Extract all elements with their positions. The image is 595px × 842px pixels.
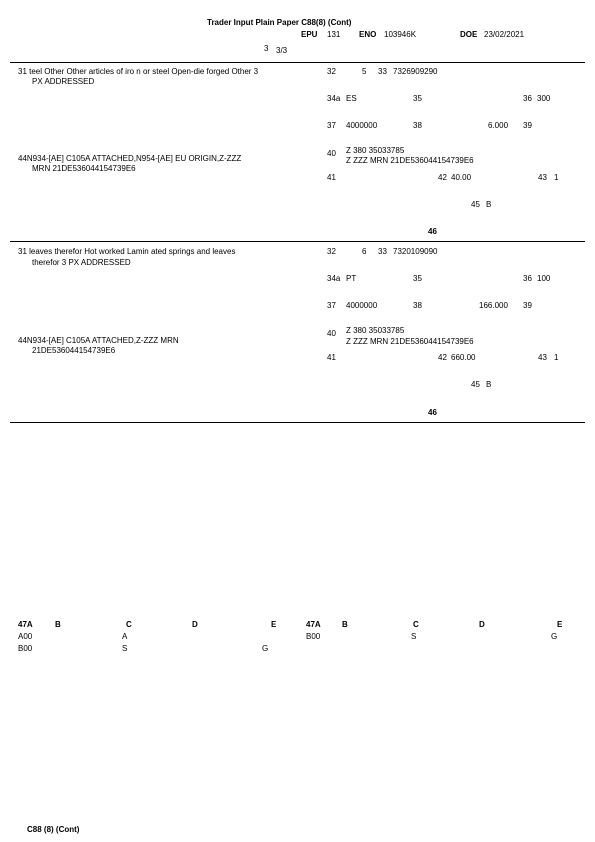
box47-cell: A bbox=[122, 632, 128, 641]
box36-label: 36 bbox=[523, 94, 532, 103]
form-number: 3 bbox=[264, 44, 269, 53]
epu-value: 131 bbox=[327, 30, 341, 39]
box47-header-e: E bbox=[271, 620, 277, 629]
page-title: Trader Input Plain Paper C88(8) (Cont) bbox=[207, 18, 352, 27]
box40-value-line-2: Z ZZZ MRN 21DE536044154739E6 bbox=[346, 337, 474, 346]
box42-label: 42 bbox=[438, 173, 447, 182]
box43-label: 43 bbox=[538, 353, 547, 362]
box33-label: 33 bbox=[378, 67, 387, 76]
box44-line-2: 21DE536044154739E6 bbox=[32, 346, 116, 355]
box38-value: 6.000 bbox=[488, 121, 509, 130]
box47-header-c: C bbox=[413, 620, 419, 629]
box40-label: 40 bbox=[327, 329, 336, 338]
box32-label: 32 bbox=[327, 67, 336, 76]
box45-label: 45 bbox=[471, 380, 480, 389]
box43-value: 1 bbox=[554, 353, 559, 362]
footer-form-label: C88 (8) (Cont) bbox=[27, 825, 80, 834]
box45-label: 45 bbox=[471, 200, 480, 209]
box32-value: 6 bbox=[362, 247, 367, 256]
item-description-line-2: PX ADDRESSED bbox=[32, 77, 95, 86]
box47-header-e: E bbox=[557, 620, 563, 629]
box47-cell: A00 bbox=[18, 632, 33, 641]
box42-label: 42 bbox=[438, 353, 447, 362]
box43-value: 1 bbox=[554, 173, 559, 182]
box37-label: 37 bbox=[327, 301, 336, 310]
box45-value: B bbox=[486, 380, 492, 389]
box33-label: 33 bbox=[378, 247, 387, 256]
eno-label: ENO bbox=[359, 30, 377, 39]
box34a-value: ES bbox=[346, 94, 357, 103]
item-divider bbox=[10, 241, 585, 242]
box42-value: 660.00 bbox=[451, 353, 476, 362]
box43-label: 43 bbox=[538, 173, 547, 182]
box37-value: 4000000 bbox=[346, 121, 378, 130]
box33-value: 7320109090 bbox=[393, 247, 438, 256]
box40-value-line-1: Z 380 35033785 bbox=[346, 146, 405, 155]
box47-header-c: C bbox=[126, 620, 132, 629]
box47-cell: S bbox=[122, 644, 128, 653]
box40-value-line-1: Z 380 35033785 bbox=[346, 326, 405, 335]
box37-value: 4000000 bbox=[346, 301, 378, 310]
box32-value: 5 bbox=[362, 67, 367, 76]
box40-label: 40 bbox=[327, 149, 336, 158]
box40-value-line-2: Z ZZZ MRN 21DE536044154739E6 bbox=[346, 156, 474, 165]
box46-label: 46 bbox=[428, 227, 437, 236]
box45-value: B bbox=[486, 200, 492, 209]
box35-label: 35 bbox=[413, 94, 422, 103]
box44-line-1: 44N934-[AE] C105A ATTACHED,N954-[AE] EU ORIGIN,Z-ZZZ bbox=[18, 154, 242, 163]
box47-header-47a: 47A bbox=[306, 620, 321, 629]
item-description-line-2: therefor 3 PX ADDRESSED bbox=[32, 258, 131, 267]
doe-value: 23/02/2021 bbox=[484, 30, 525, 39]
box39-label: 39 bbox=[523, 121, 532, 130]
box47-cell: S bbox=[411, 632, 417, 641]
box37-label: 37 bbox=[327, 121, 336, 130]
epu-label: EPU bbox=[301, 30, 318, 39]
box47-header-b: B bbox=[55, 620, 61, 629]
box42-value: 40.00 bbox=[451, 173, 472, 182]
box34a-label: 34a bbox=[327, 94, 341, 103]
box39-label: 39 bbox=[523, 301, 532, 310]
box47-cell: G bbox=[551, 632, 558, 641]
item-description-line-1: 31 leaves therefor Hot worked Lamin ated springs and leaves bbox=[18, 247, 236, 256]
box36-value: 100 bbox=[537, 274, 551, 283]
box38-label: 38 bbox=[413, 121, 422, 130]
eno-value: 103946K bbox=[384, 30, 417, 39]
box46-label: 46 bbox=[428, 408, 437, 417]
box38-value: 166.000 bbox=[479, 301, 508, 310]
box44-line-2: MRN 21DE536044154739E6 bbox=[32, 164, 136, 173]
header-divider bbox=[10, 62, 585, 63]
box47-header-d: D bbox=[192, 620, 198, 629]
items-end-divider bbox=[10, 422, 585, 423]
box36-label: 36 bbox=[523, 274, 532, 283]
box41-label: 41 bbox=[327, 173, 336, 182]
box47-header-b: B bbox=[342, 620, 348, 629]
box47-cell: B00 bbox=[18, 644, 33, 653]
box47-header-47a: 47A bbox=[18, 620, 33, 629]
doe-label: DOE bbox=[460, 30, 478, 39]
box34a-label: 34a bbox=[327, 274, 341, 283]
box35-label: 35 bbox=[413, 274, 422, 283]
box47-header-d: D bbox=[479, 620, 485, 629]
box32-label: 32 bbox=[327, 247, 336, 256]
box33-value: 7326909290 bbox=[393, 67, 438, 76]
item-description-line-1: 31 teel Other Other articles of iro n or steel Open-die forged Other 3 bbox=[18, 67, 259, 76]
page-number: 3/3 bbox=[276, 46, 288, 55]
box41-label: 41 bbox=[327, 353, 336, 362]
box47-cell: G bbox=[262, 644, 269, 653]
box47-cell: B00 bbox=[306, 632, 321, 641]
box36-value: 300 bbox=[537, 94, 551, 103]
box38-label: 38 bbox=[413, 301, 422, 310]
box44-line-1: 44N934-[AE] C105A ATTACHED,Z-ZZZ MRN bbox=[18, 336, 179, 345]
box34a-value: PT bbox=[346, 274, 357, 283]
